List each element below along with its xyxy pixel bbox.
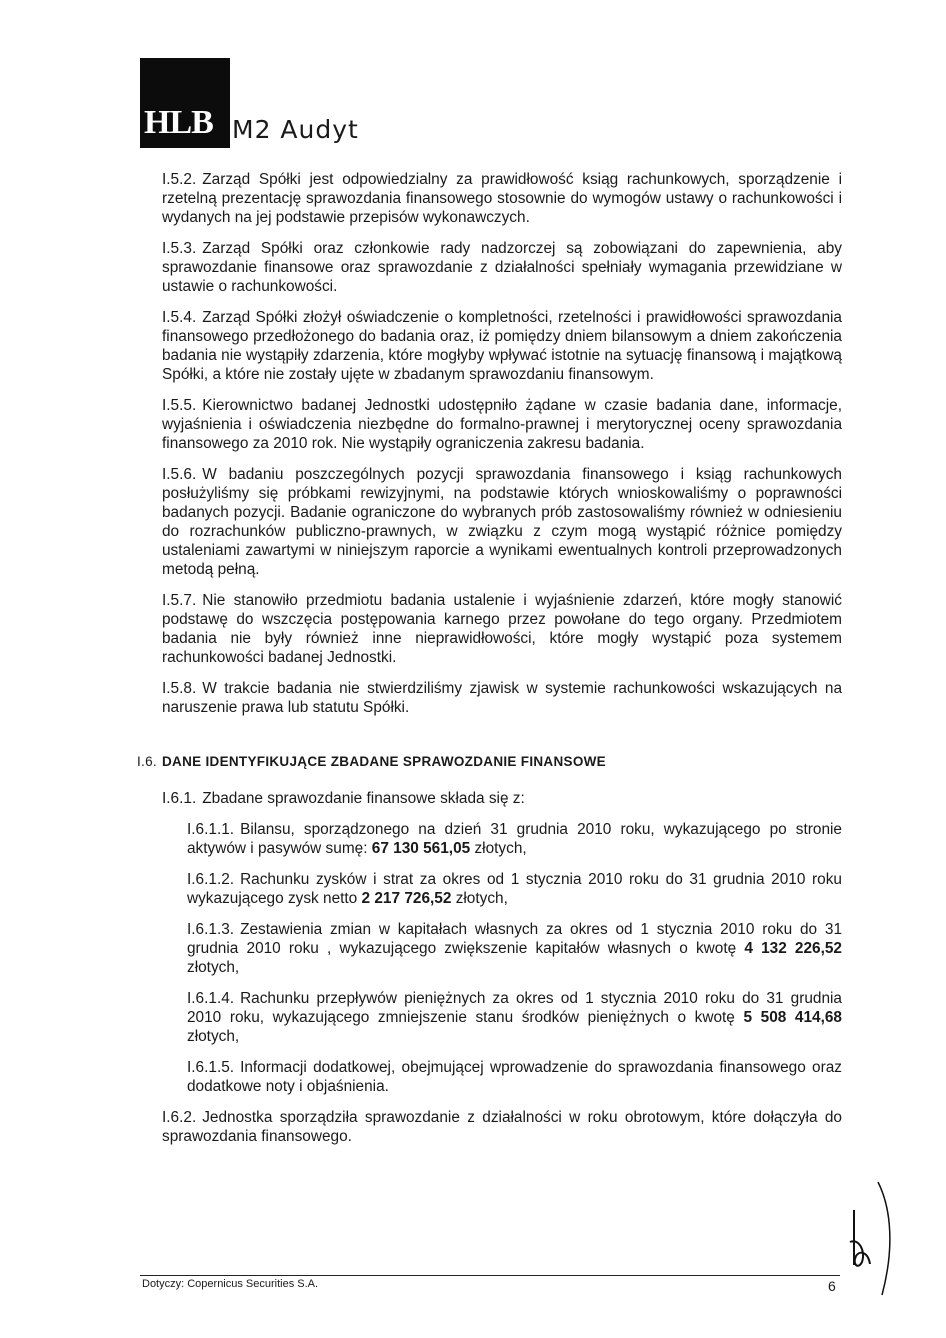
- section-heading: [137, 752, 842, 771]
- paragraph-text: Zbadane sprawozdanie finansowe składa się z:: [202, 790, 525, 807]
- item-number: I.6.1.2.: [187, 871, 235, 888]
- paragraph-i-5-3: [162, 239, 842, 296]
- item-amount: 5 508 414,68: [743, 1009, 842, 1026]
- paragraph-text: Kierownictwo badanej Jednostki udostępniło żądane w czasie badania dane, informacje, wyjaśnienia i oświadczenia niezbędne do formalno-prawnej i merytorycznej oceny sprawozdania finansowego za 2010 rok. Nie wystąpiły ograniczenia zakresu badania.: [162, 397, 842, 452]
- paragraph-i-5-6: [162, 465, 842, 579]
- paragraph-number: I.6.1.: [162, 790, 197, 807]
- item-tail: złotych,: [455, 890, 508, 907]
- paragraph-number: I.5.8.: [162, 680, 197, 697]
- item-text: Bilansu, sporządzonego na dzień 31 grudnia 2010 roku, wykazującego po stronie aktywów i pasywów sumę:: [187, 821, 842, 857]
- section-title: DANE IDENTYFIKUJĄCE ZBADANE SPRAWOZDANIE FINANSOWE: [161, 754, 606, 769]
- item-i-6-1-1: [187, 820, 842, 858]
- item-amount: 2 217 726,52: [361, 890, 452, 907]
- paragraph-number: I.5.4.: [162, 309, 197, 326]
- item-text: Rachunku przepływów pieniężnych za okres od 1 stycznia 2010 roku do 31 grudnia 2010 roku, wykazującego zmniejszenie stanu środków pieniężnych o kwotę: [187, 990, 842, 1026]
- footer-text: Dotyczy: Copernicus Securities S.A.: [142, 1278, 319, 1290]
- paragraph-text: Zarząd Spółki złożył oświadczenie o kompletności, rzetelności i prawidłowości sprawozdania finansowego przedłożonego do badania oraz, iż pomiędzy dniem bilansowym a dniem zakończenia badania nie wystąpiły zdarzenia, które mogłyby wpływać istotnie na sytuację finansową i majątkową Spółki, a które nie zostały ujęte w zbadanym sprawozdaniu finansowym.: [162, 309, 842, 383]
- paragraph-text: W badaniu poszczególnych pozycji sprawozdania finansowego i ksiąg rachunkowych posłużyliśmy się próbkami rewizyjnymi, na podstawie których wnioskowaliśmy o poprawności badanych pozycji. Badanie ograniczone do wybranych prób zastosowaliśmy również w odniesieniu do rozrachunków publiczno-prawnych, w związku z czym mogą wystąpić różnice pomiędzy ustaleniami zawartymi w niniejszym raporcie a wynikami ewentualnych kontroli przeprowadzonych metodą pełną.: [162, 466, 842, 578]
- item-number: I.6.1.5.: [187, 1059, 235, 1076]
- paragraph-text: Nie stanowiło przedmiotu badania ustalenie i wyjaśnienie zdarzeń, które mogły stanowić podstawę do wszczęcia postępowania karnego przez powołane do tego organy. Przedmiotem badania nie były również inne nieprawidłowości, które mogły wystąpić poza systemem rachunkowości badanej Jednostki.: [162, 592, 842, 666]
- item-number: I.6.1.1.: [187, 821, 235, 838]
- document-body: [137, 170, 842, 1158]
- paragraph-i-6-2: [162, 1108, 842, 1146]
- paragraph-text: W trakcie badania nie stwierdziliśmy zjawisk w systemie rachunkowości wskazujących na naruszenie prawa lub statutu Spółki.: [162, 680, 842, 716]
- company-logo: [140, 58, 359, 148]
- item-i-6-1-4: [187, 989, 842, 1046]
- paragraph-number: I.5.5.: [162, 397, 197, 414]
- item-tail: złotych,: [187, 1028, 240, 1045]
- paragraph-i-5-2: [162, 170, 842, 227]
- item-number: I.6.1.4.: [187, 990, 235, 1007]
- item-i-6-1-5: [187, 1058, 842, 1096]
- footer-divider: [140, 1275, 840, 1276]
- item-text: Rachunku zysków i strat za okres od 1 stycznia 2010 roku do 31 grudnia 2010 roku wykazującego zysk netto: [187, 871, 842, 907]
- paragraph-text: Zarząd Spółki jest odpowiedzialny za prawidłowość ksiąg rachunkowych, sporządzenie i rzetelną prezentację sprawozdania finansowego stosownie do wymogów ustawy o rachunkowości i wydanych na jej podstawie przepisów wykonawczych.: [162, 171, 842, 226]
- paragraph-number: I.5.7.: [162, 592, 197, 609]
- item-tail: złotych,: [187, 959, 240, 976]
- hlb-logo-mark: [140, 58, 230, 148]
- item-number: I.6.1.3.: [187, 921, 235, 938]
- item-amount: 4 132 226,52: [744, 940, 842, 957]
- item-text: Informacji dodatkowej, obejmującej wprowadzenie do sprawozdania finansowego oraz dodatkowe noty i objaśnienia.: [187, 1059, 842, 1095]
- paragraph-text: Zarząd Spółki oraz członkowie rady nadzorczej są zobowiązani do zapewnienia, aby sprawozdanie finansowe oraz sprawozdanie z działalności spełniały wymagania przewidziane w ustawie o rachunkowości.: [162, 240, 842, 295]
- paragraph-text: Jednostka sporządziła sprawozdanie z działalności w roku obrotowym, które dołączyła do sprawozdania finansowego.: [162, 1109, 842, 1145]
- handwritten-initials-signature: [848, 1180, 898, 1300]
- paragraph-i-5-5: [162, 396, 842, 453]
- paragraph-number: I.5.3.: [162, 240, 197, 257]
- paragraph-i-5-8: [162, 679, 842, 717]
- section-number: I.6.: [137, 754, 157, 769]
- paragraph-i-6-1: [162, 789, 842, 808]
- page-number: 6: [828, 1278, 836, 1294]
- item-amount: 67 130 561,05: [371, 840, 471, 857]
- paragraph-number: I.6.2.: [162, 1109, 197, 1126]
- item-i-6-1-3: [187, 920, 842, 977]
- item-tail: złotych,: [474, 840, 527, 857]
- paragraph-number: I.5.6.: [162, 466, 197, 483]
- item-i-6-1-2: [187, 870, 842, 908]
- paragraph-number: I.5.2.: [162, 171, 197, 188]
- item-text: Zestawienia zmian w kapitałach własnych za okres od 1 stycznia 2010 roku do 31 grudnia 2010 roku , wykazującego zwiększenie kapitałów własnych o kwotę: [187, 921, 842, 957]
- logo-mark-text: HLB: [144, 104, 213, 141]
- paragraph-i-5-4: [162, 308, 842, 384]
- logo-company-name: M2 Audyt: [232, 115, 359, 144]
- paragraph-i-5-7: [162, 591, 842, 667]
